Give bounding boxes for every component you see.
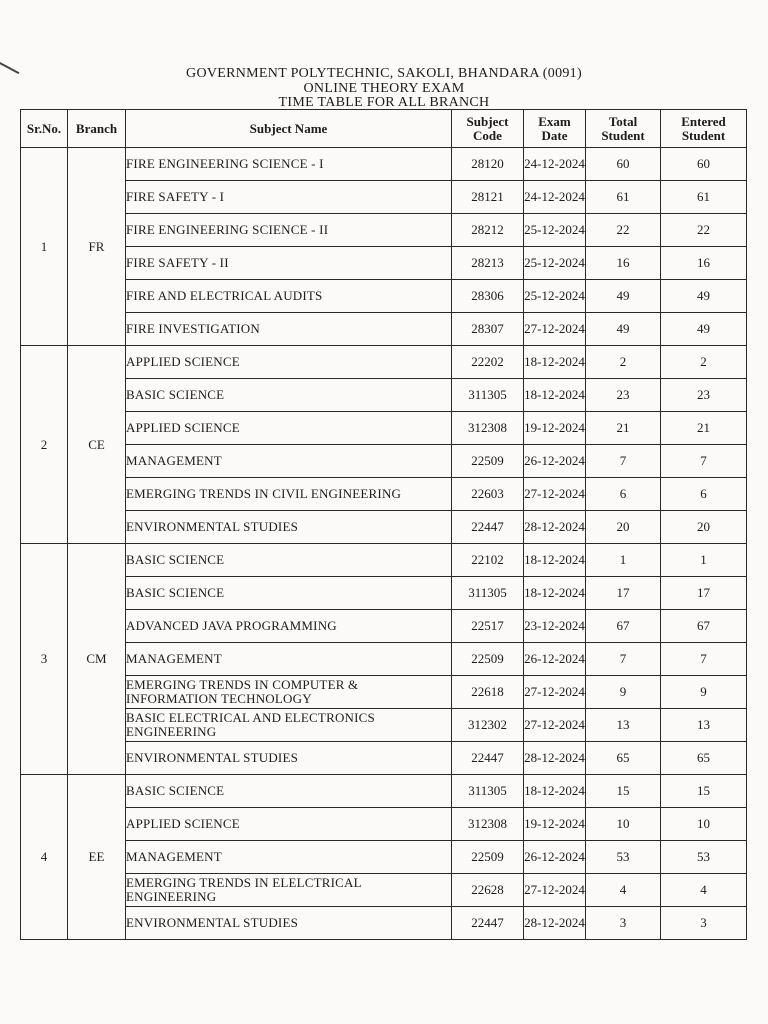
entered-students: 22 bbox=[661, 214, 747, 247]
total-students: 53 bbox=[586, 841, 661, 874]
table-row bbox=[21, 643, 747, 676]
entered-students: 49 bbox=[661, 313, 747, 346]
subject-code: 22517 bbox=[452, 610, 524, 643]
table-row bbox=[21, 841, 747, 874]
exam-date: 18-12-2024 bbox=[524, 346, 586, 379]
entered-students: 17 bbox=[661, 577, 747, 610]
subject-name: MANAGEMENT bbox=[126, 643, 452, 676]
subject-name: EMERGING TRENDS IN ELELCTRICAL ENGINEERING bbox=[126, 874, 452, 907]
exam-date: 18-12-2024 bbox=[524, 775, 586, 808]
subject-code: 28121 bbox=[452, 181, 524, 214]
entered-students: 49 bbox=[661, 280, 747, 313]
table-row bbox=[21, 742, 747, 775]
subject-code: 22628 bbox=[452, 874, 524, 907]
header-row bbox=[21, 110, 747, 148]
total-students: 16 bbox=[586, 247, 661, 280]
subject-name: ENVIRONMENTAL STUDIES bbox=[126, 742, 452, 775]
serial-number: 4 bbox=[21, 775, 68, 940]
entered-students: 16 bbox=[661, 247, 747, 280]
entered-students: 7 bbox=[661, 445, 747, 478]
col-header-subject: Subject Name bbox=[126, 110, 452, 148]
entered-students: 10 bbox=[661, 808, 747, 841]
exam-date: 24-12-2024 bbox=[524, 148, 586, 181]
subject-name: FIRE INVESTIGATION bbox=[126, 313, 452, 346]
subject-name: ADVANCED JAVA PROGRAMMING bbox=[126, 610, 452, 643]
exam-date: 18-12-2024 bbox=[524, 379, 586, 412]
total-students: 1 bbox=[586, 544, 661, 577]
subject-code: 312302 bbox=[452, 709, 524, 742]
timetable-title: TIME TABLE FOR ALL BRANCH bbox=[278, 95, 490, 110]
entered-students: 61 bbox=[661, 181, 747, 214]
exam-date: 28-12-2024 bbox=[524, 511, 586, 544]
total-students: 13 bbox=[586, 709, 661, 742]
serial-number: 3 bbox=[21, 544, 68, 775]
exam-title: ONLINE THEORY EXAM bbox=[303, 81, 465, 96]
total-students: 21 bbox=[586, 412, 661, 445]
entered-students: 21 bbox=[661, 412, 747, 445]
total-students: 49 bbox=[586, 313, 661, 346]
subject-code: 28120 bbox=[452, 148, 524, 181]
total-students: 3 bbox=[586, 907, 661, 940]
total-students: 17 bbox=[586, 577, 661, 610]
entered-students: 53 bbox=[661, 841, 747, 874]
table-row bbox=[21, 478, 747, 511]
subject-name: BASIC ELECTRICAL AND ELECTRONICS ENGINEERING bbox=[126, 709, 452, 742]
exam-date: 27-12-2024 bbox=[524, 313, 586, 346]
subject-code: 22618 bbox=[452, 676, 524, 709]
table-row bbox=[21, 247, 747, 280]
subject-code: 22603 bbox=[452, 478, 524, 511]
exam-date: 25-12-2024 bbox=[524, 247, 586, 280]
subject-name: MANAGEMENT bbox=[126, 841, 452, 874]
table-row bbox=[21, 874, 747, 907]
total-students: 22 bbox=[586, 214, 661, 247]
subject-code: 22509 bbox=[452, 841, 524, 874]
exam-date: 27-12-2024 bbox=[524, 478, 586, 511]
table-row bbox=[21, 379, 747, 412]
subject-name: BASIC SCIENCE bbox=[126, 379, 452, 412]
entered-students: 2 bbox=[661, 346, 747, 379]
table-row bbox=[21, 313, 747, 346]
subject-code: 311305 bbox=[452, 379, 524, 412]
table-row bbox=[21, 676, 747, 709]
subject-name: APPLIED SCIENCE bbox=[126, 808, 452, 841]
subject-name: FIRE SAFETY - II bbox=[126, 247, 452, 280]
subject-code: 22509 bbox=[452, 445, 524, 478]
total-students: 61 bbox=[586, 181, 661, 214]
entered-students: 15 bbox=[661, 775, 747, 808]
subject-name: BASIC SCIENCE bbox=[126, 577, 452, 610]
total-students: 6 bbox=[586, 478, 661, 511]
entered-students: 60 bbox=[661, 148, 747, 181]
total-students: 10 bbox=[586, 808, 661, 841]
subject-name: FIRE ENGINEERING SCIENCE - I bbox=[126, 148, 452, 181]
table-row bbox=[21, 148, 747, 181]
entered-students: 20 bbox=[661, 511, 747, 544]
exam-date: 25-12-2024 bbox=[524, 280, 586, 313]
total-students: 60 bbox=[586, 148, 661, 181]
col-header-date: Exam Date bbox=[524, 110, 586, 148]
serial-number: 2 bbox=[21, 346, 68, 544]
exam-date: 18-12-2024 bbox=[524, 577, 586, 610]
exam-date: 26-12-2024 bbox=[524, 643, 586, 676]
entered-students: 9 bbox=[661, 676, 747, 709]
col-header-code: Subject Code bbox=[452, 110, 524, 148]
total-students: 20 bbox=[586, 511, 661, 544]
subject-name: ENVIRONMENTAL STUDIES bbox=[126, 907, 452, 940]
table-row bbox=[21, 412, 747, 445]
entered-students: 23 bbox=[661, 379, 747, 412]
subject-code: 311305 bbox=[452, 775, 524, 808]
table-row bbox=[21, 775, 747, 808]
entered-students: 4 bbox=[661, 874, 747, 907]
entered-students: 7 bbox=[661, 643, 747, 676]
exam-date: 28-12-2024 bbox=[524, 742, 586, 775]
branch-code: CE bbox=[68, 346, 126, 544]
entered-students: 3 bbox=[661, 907, 747, 940]
entered-students: 1 bbox=[661, 544, 747, 577]
exam-date: 24-12-2024 bbox=[524, 181, 586, 214]
subject-code: 28306 bbox=[452, 280, 524, 313]
subject-code: 22447 bbox=[452, 907, 524, 940]
exam-date: 27-12-2024 bbox=[524, 874, 586, 907]
total-students: 15 bbox=[586, 775, 661, 808]
serial-number: 1 bbox=[21, 148, 68, 346]
table-row bbox=[21, 181, 747, 214]
total-students: 2 bbox=[586, 346, 661, 379]
total-students: 49 bbox=[586, 280, 661, 313]
total-students: 65 bbox=[586, 742, 661, 775]
subject-code: 22202 bbox=[452, 346, 524, 379]
subject-code: 22447 bbox=[452, 511, 524, 544]
table-row bbox=[21, 610, 747, 643]
subject-code: 22102 bbox=[452, 544, 524, 577]
exam-date: 26-12-2024 bbox=[524, 841, 586, 874]
col-header-entered: Entered Student bbox=[661, 110, 747, 148]
exam-date: 25-12-2024 bbox=[524, 214, 586, 247]
subject-name: BASIC SCIENCE bbox=[126, 544, 452, 577]
col-header-sr: Sr.No. bbox=[21, 110, 68, 148]
subject-name: APPLIED SCIENCE bbox=[126, 412, 452, 445]
subject-code: 312308 bbox=[452, 808, 524, 841]
subject-code: 22509 bbox=[452, 643, 524, 676]
table-row bbox=[21, 280, 747, 313]
subject-name: EMERGING TRENDS IN COMPUTER & INFORMATION TECHNOLOGY bbox=[126, 676, 452, 709]
entered-students: 6 bbox=[661, 478, 747, 511]
exam-date: 19-12-2024 bbox=[524, 808, 586, 841]
table-row bbox=[21, 808, 747, 841]
subject-name: FIRE ENGINEERING SCIENCE - II bbox=[126, 214, 452, 247]
table-row bbox=[21, 214, 747, 247]
subject-name: FIRE SAFETY - I bbox=[126, 181, 452, 214]
subject-code: 28212 bbox=[452, 214, 524, 247]
subject-code: 22447 bbox=[452, 742, 524, 775]
exam-date: 28-12-2024 bbox=[524, 907, 586, 940]
exam-date: 19-12-2024 bbox=[524, 412, 586, 445]
subject-name: BASIC SCIENCE bbox=[126, 775, 452, 808]
branch-code: CM bbox=[68, 544, 126, 775]
subject-name: MANAGEMENT bbox=[126, 445, 452, 478]
exam-date: 26-12-2024 bbox=[524, 445, 586, 478]
total-students: 67 bbox=[586, 610, 661, 643]
entered-students: 13 bbox=[661, 709, 747, 742]
subject-code: 28213 bbox=[452, 247, 524, 280]
total-students: 7 bbox=[586, 643, 661, 676]
total-students: 7 bbox=[586, 445, 661, 478]
table-row bbox=[21, 544, 747, 577]
institute-title: GOVERNMENT POLYTECHNIC, SAKOLI, BHANDARA (0091) bbox=[186, 66, 582, 81]
subject-code: 312308 bbox=[452, 412, 524, 445]
table-row bbox=[21, 511, 747, 544]
subject-name: EMERGING TRENDS IN CIVIL ENGINEERING bbox=[126, 478, 452, 511]
exam-date: 27-12-2024 bbox=[524, 676, 586, 709]
total-students: 4 bbox=[586, 874, 661, 907]
subject-name: FIRE AND ELECTRICAL AUDITS bbox=[126, 280, 452, 313]
exam-date: 27-12-2024 bbox=[524, 709, 586, 742]
subject-code: 28307 bbox=[452, 313, 524, 346]
timetable bbox=[20, 109, 747, 940]
table-row bbox=[21, 709, 747, 742]
col-header-branch: Branch bbox=[68, 110, 126, 148]
subject-code: 311305 bbox=[452, 577, 524, 610]
total-students: 9 bbox=[586, 676, 661, 709]
subject-name: ENVIRONMENTAL STUDIES bbox=[126, 511, 452, 544]
col-header-total: Total Student bbox=[586, 110, 661, 148]
table-row bbox=[21, 445, 747, 478]
entered-students: 65 bbox=[661, 742, 747, 775]
total-students: 23 bbox=[586, 379, 661, 412]
timetable-body bbox=[21, 148, 747, 940]
entered-students: 67 bbox=[661, 610, 747, 643]
branch-code: EE bbox=[68, 775, 126, 940]
subject-name: APPLIED SCIENCE bbox=[126, 346, 452, 379]
exam-date: 23-12-2024 bbox=[524, 610, 586, 643]
table-row bbox=[21, 907, 747, 940]
table-row bbox=[21, 346, 747, 379]
table-row bbox=[21, 577, 747, 610]
exam-date: 18-12-2024 bbox=[524, 544, 586, 577]
branch-code: FR bbox=[68, 148, 126, 346]
